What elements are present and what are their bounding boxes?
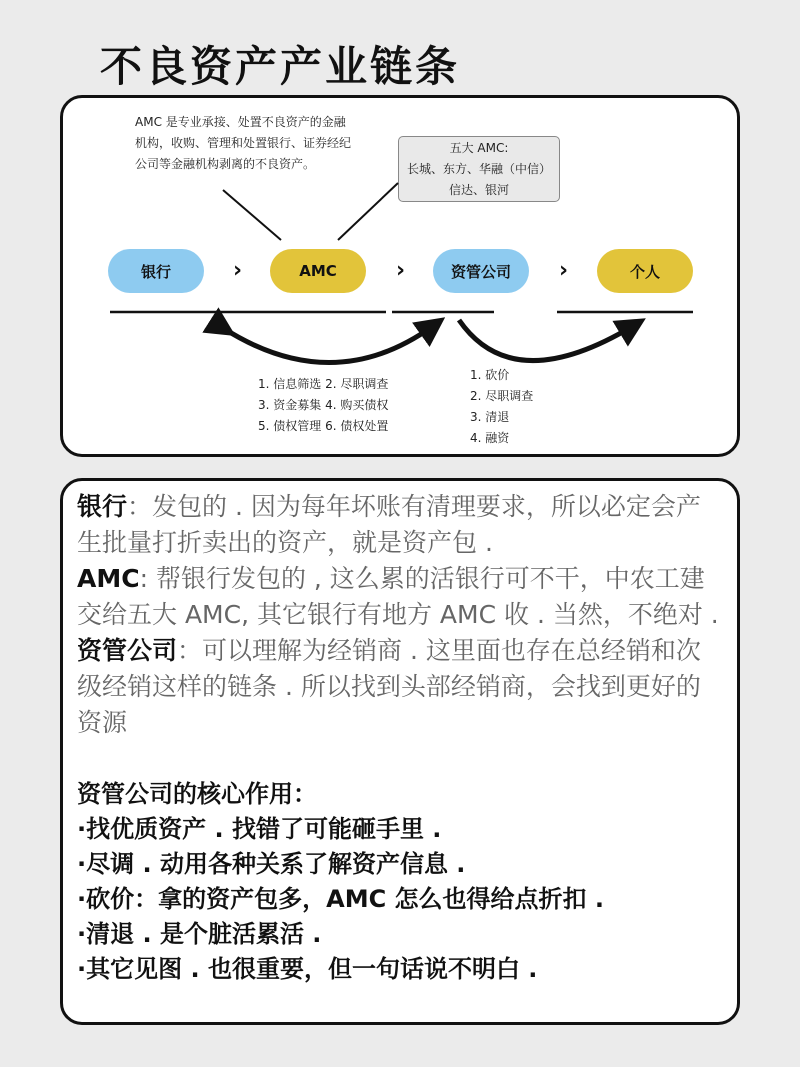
node-bank: 银行 <box>108 249 204 293</box>
asset-mgmt-steps <box>470 365 533 449</box>
desc-bank <box>77 489 723 561</box>
desc-text: ：可以理解为经销商 . 这里面也存在总经销和次级经销这样的链条 . 所以找到头部经销商，会找到更好的资源 <box>77 636 701 737</box>
desc-text: ：发包的 . 因为每年坏账有清理要求，所以必定会产生批量打折卖出的资产，就是资产包 . <box>77 492 701 557</box>
step: 5. 债权管理 6. 债权处置 <box>258 419 389 433</box>
core-roles <box>77 777 723 987</box>
core-item: ·清退 . 是个脏活累活 . <box>77 920 322 948</box>
core-item: ·其它见图 . 也很重要，但一句话说不明白 . <box>77 955 538 983</box>
node-individual: 个人 <box>597 249 693 293</box>
core-item: ·砍价：拿的资产包多，AMC 怎么也得给点折扣 . <box>77 885 605 913</box>
page-title: 不良资产产业链条 <box>100 42 461 91</box>
note-pointer-line <box>223 190 281 240</box>
description-box <box>60 478 740 1025</box>
chevron-right-icon: › <box>233 258 243 283</box>
amc-steps <box>258 374 388 437</box>
step: 1. 砍价 <box>470 368 510 382</box>
desc-label: AMC <box>77 564 140 593</box>
five-amc-heading: 五大 AMC: <box>449 141 509 155</box>
desc-amc <box>77 561 723 633</box>
chevron-right-icon: › <box>559 258 569 283</box>
five-amc-line1: 长城、东方、华融（中信） <box>406 162 551 176</box>
arrow-asset-individual <box>459 320 633 361</box>
node-asset-mgmt: 资管公司 <box>433 249 529 293</box>
five-amc-line2: 信达、银河 <box>448 183 509 197</box>
step: 4. 融资 <box>470 431 510 445</box>
node-amc: AMC <box>270 249 366 293</box>
amc-definition-note: AMC 是专业承接、处置不良资产的金融机构，收购、管理和处置银行、证券经纪公司等金融机构剥离的不良资产。 <box>135 115 352 171</box>
desc-asset-mgmt <box>77 633 723 741</box>
desc-text: : 帮银行发包的 , 这么累的活银行可不干，中农工建交给五大 AMC, 其它银行有地方 AMC 收 . 当然，不绝对 . <box>77 564 719 629</box>
step: 3. 清退 <box>470 410 510 424</box>
chevron-right-icon: › <box>396 258 406 283</box>
core-item: ·找优质资产 . 找错了可能砸手里 . <box>77 815 442 843</box>
core-item: ·尽调 . 动用各种关系了解资产信息 . <box>77 850 466 878</box>
step: 3. 资金募集 4. 购买债权 <box>258 398 389 412</box>
five-amc-pointer-line <box>338 183 398 240</box>
chain-diagram <box>60 95 740 457</box>
desc-label: 银行 <box>77 492 128 521</box>
core-heading: 资管公司的核心作用： <box>77 780 317 808</box>
double-arrow-amc-asset <box>223 326 433 363</box>
step: 1. 信息筛选 2. 尽职调查 <box>258 377 389 391</box>
step: 2. 尽职调查 <box>470 389 534 403</box>
desc-label: 资管公司 <box>77 636 178 665</box>
